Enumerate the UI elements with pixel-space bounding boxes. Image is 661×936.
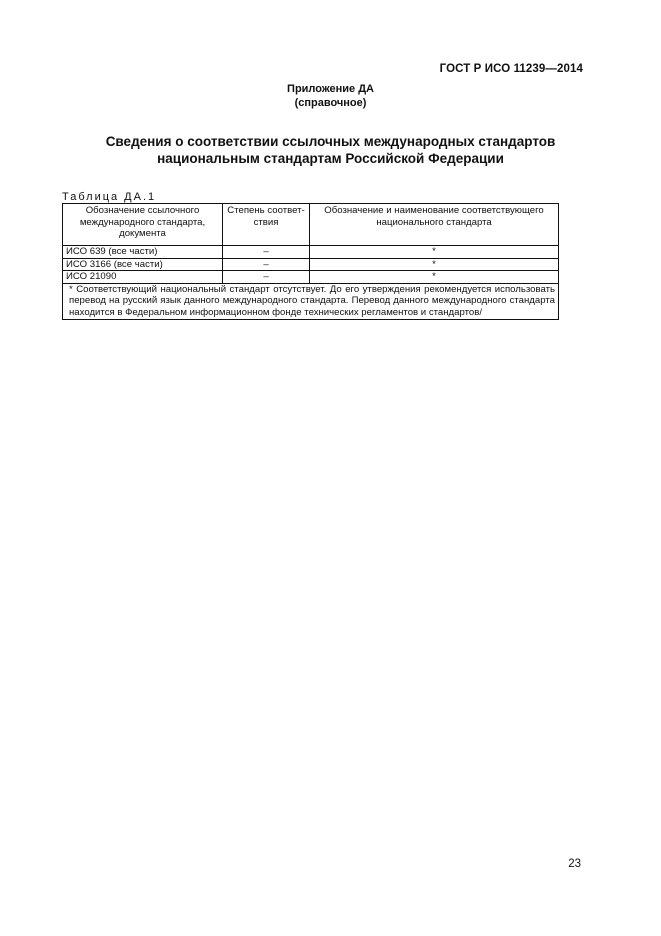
correspondence-table <box>62 203 559 320</box>
header-national-standard: Обозначение и наименование соответствующего национального стандарта <box>310 204 559 246</box>
appendix-title: Приложение ДА <box>287 83 374 95</box>
table-footnote-row <box>63 283 559 320</box>
row-code: ИСО 639 (все части) <box>63 246 223 259</box>
table-row <box>63 271 559 284</box>
header-degree: Степень соответ-ствия <box>223 204 310 246</box>
row-national: * <box>310 271 559 284</box>
table-caption: Таблица ДА.1 <box>62 191 157 203</box>
page-number: 23 <box>568 858 581 870</box>
row-degree: – <box>223 246 310 259</box>
row-degree: – <box>223 258 310 271</box>
row-national: * <box>310 258 559 271</box>
row-code: ИСО 3166 (все части) <box>63 258 223 271</box>
section-title-line-2: национальным стандартам Российской Федерации <box>157 151 504 166</box>
row-national: * <box>310 246 559 259</box>
document-code: ГОСТ Р ИСО 11239—2014 <box>439 63 583 75</box>
table-footnote: * Соответствующий национальный стандарт отсутствует. До его утверждения рекомендуется использовать перевод на русский язык данного международного стандарта. Перевод данного международного стандарта находится в Федеральном информационном фонде технических регламентов и стандартов/ <box>63 283 559 320</box>
appendix-subtitle: (справочное) <box>294 97 367 109</box>
row-degree: – <box>223 271 310 284</box>
header-reference-standard: Обозначение ссылочного международного стандарта, документа <box>63 204 223 246</box>
section-title-line-1: Сведения о соответствии ссылочных международных стандартов <box>105 134 556 149</box>
table-header-row <box>63 204 559 246</box>
table-row <box>63 246 559 259</box>
row-code: ИСО 21090 <box>63 271 223 284</box>
appendix-heading <box>0 82 661 110</box>
table-row <box>63 258 559 271</box>
section-title <box>0 133 661 167</box>
